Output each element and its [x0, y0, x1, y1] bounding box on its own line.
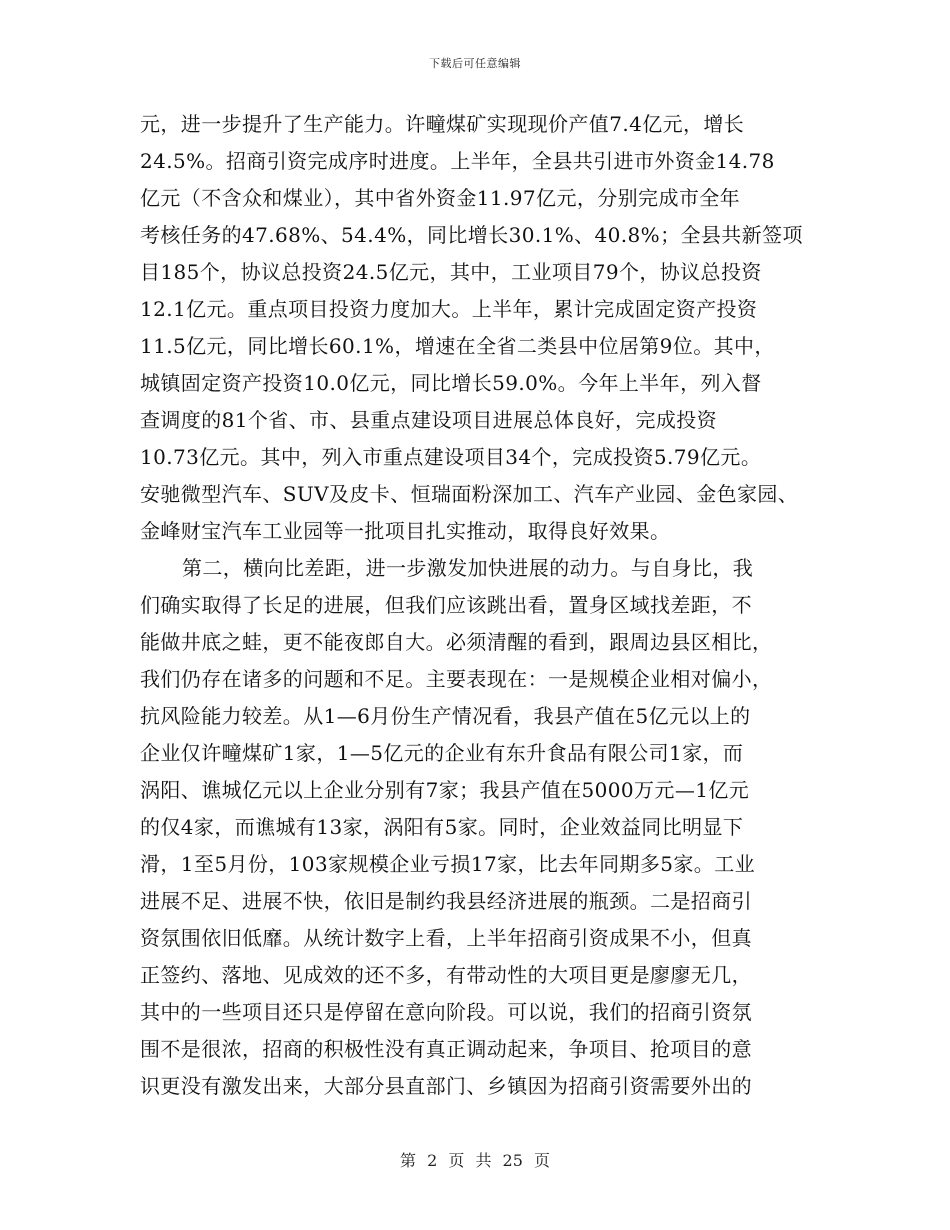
body-line: 金峰财宝汽车工业园等一批项目扎实推动，取得良好效果。	[140, 519, 671, 543]
paragraph-start-line: 第二，横向比差距，进一步激发加快进展的动力。与自身比，我	[182, 556, 754, 580]
body-line: 元，进一步提升了生产能力。许疃煤矿实现现价产值7.4亿元，增长	[140, 112, 745, 136]
body-line: 涡阳、谯城亿元以上企业分别有7家；我县产值在5000万元—1亿元	[140, 778, 750, 802]
body-line: 10.73亿元。其中，列入市重点建设项目34个，完成投资5.79亿元。	[140, 445, 762, 469]
body-line: 其中的一些项目还只是停留在意向阶段。可以说，我们的招商引资氛	[140, 1000, 752, 1024]
body-line: 抗风险能力较差。从1—6月份生产情况看，我县产值在5亿元以上的	[140, 704, 751, 728]
body-line: 进展不足、进展不快，依旧是制约我县经济进展的瓶颈。二是招商引	[140, 889, 752, 913]
body-line: 的仅4家，而谯城有13家，涡阳有5家。同时，企业效益同比明显下	[140, 815, 744, 839]
body-line: 考核任务的47.68%、54.4%，同比增长30.1%、40.8%；全县共新签项	[140, 223, 803, 247]
body-line: 企业仅许疃煤矿1家，1—5亿元的企业有东升食品有限公司1家，而	[140, 741, 744, 765]
body-line: 资氛围依旧低靡。从统计数字上看，上半年招商引资成果不小，但真	[140, 926, 752, 950]
body-line: 正签约、落地、见成效的还不多，有带动性的大项目更是廖廖无几，	[140, 963, 752, 987]
body-line: 亿元（不含众和煤业），其中省外资金11.97亿元，分别完成市全年	[140, 186, 741, 210]
body-line: 12.1亿元。重点项目投资力度加大。上半年，累计完成固定资产投资	[140, 297, 758, 321]
body-line: 城镇固定资产投资10.0亿元，同比增长59.0%。今年上半年，列入督	[140, 371, 762, 395]
body-line: 11.5亿元，同比增长60.1%，增速在全省二类县中位居第9位。其中，	[140, 334, 775, 358]
page-number-footer: 第 2 页 共 25 页	[400, 1151, 550, 1170]
body-line: 目185个，协议总投资24.5亿元，其中，工业项目79个，协议总投资	[140, 260, 762, 284]
body-line: 我们仍存在诸多的问题和不足。主要表现在：一是规模企业相对偏小，	[140, 667, 773, 691]
body-line: 安驰微型汽车、SUV及皮卡、恒瑞面粉深加工、汽车产业园、金色家园、	[140, 482, 799, 506]
body-line: 们确实取得了长足的进展，但我们应该跳出看，置身区域找差距，不	[140, 593, 752, 617]
page-header-note: 下载后可任意编辑	[429, 57, 521, 70]
body-line: 查调度的81个省、市、县重点建设项目进展总体良好，完成投资	[140, 408, 718, 432]
body-line: 滑，1至5月份，103家规模企业亏损17家，比去年同期多5家。工业	[140, 852, 755, 876]
body-line: 围不是很浓，招商的积极性没有真正调动起来，争项目、抢项目的意	[140, 1037, 752, 1061]
body-line: 能做井底之蛙，更不能夜郎自大。必须清醒的看到，跟周边县区相比，	[140, 630, 773, 654]
document-body	[140, 106, 820, 1105]
body-line: 24.5%。招商引资完成序时进度。上半年，全县共引进市外资金14.78	[140, 149, 775, 173]
body-line: 识更没有激发出来，大部分县直部门、乡镇因为招商引资需要外出的	[140, 1074, 752, 1098]
